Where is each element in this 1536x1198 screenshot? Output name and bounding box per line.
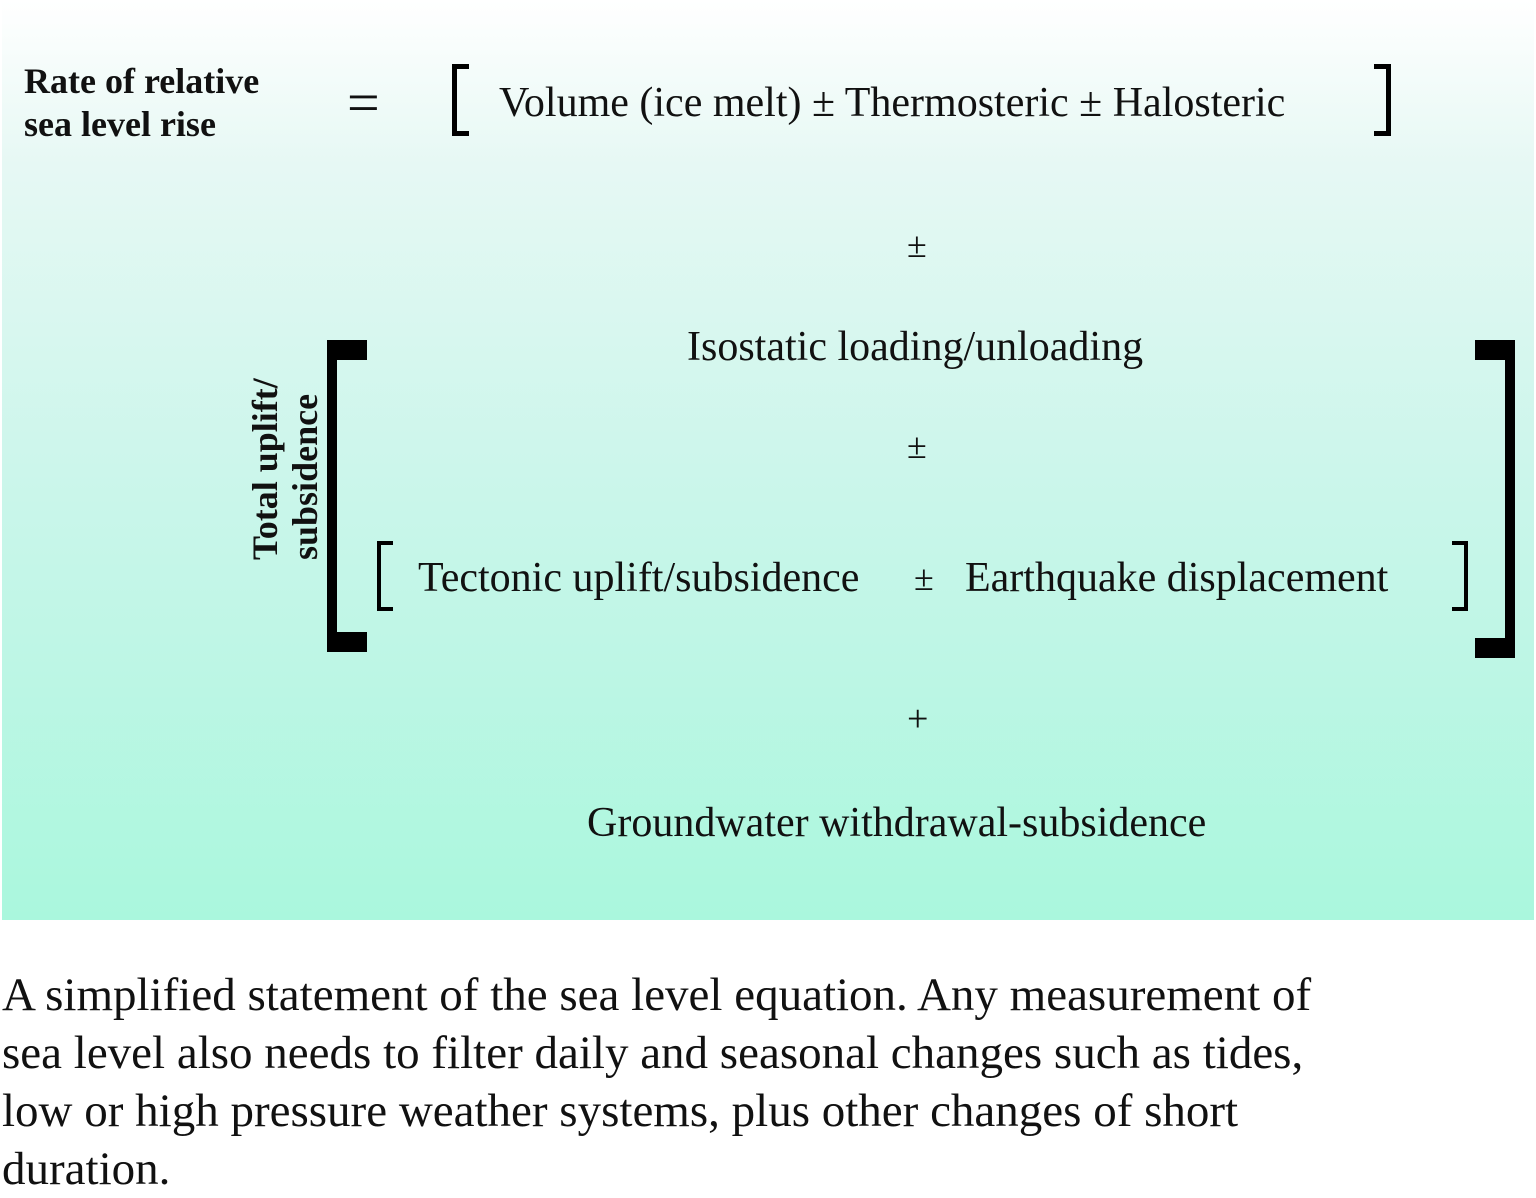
caption-line4: duration. [2,1143,171,1195]
bracket-open-tectonic [377,541,393,611]
side-label-line2: subsidence [284,393,325,560]
plus-minus-operator-3: ± [914,558,934,598]
plus-minus-operator-2: ± [907,426,927,466]
isostatic-term: Isostatic loading/unloading [687,324,1144,370]
figure-caption [2,966,1532,1198]
bracket-open-volume [452,64,469,136]
caption-line1: A simplified statement of the sea level equation. Any measurement of [2,969,1312,1021]
equation-panel [2,0,1534,920]
bracket-close-tectonic [1452,541,1468,611]
earthquake-term: Earthquake displacement [965,555,1389,601]
total-uplift-subsidence-label [246,378,325,560]
equals-sign: = [347,70,380,135]
volume-term: Volume (ice melt) ± Thermosteric ± Halosteric [499,80,1286,126]
caption-line2: sea level also needs to filter daily and seasonal changes such as tides, [2,1027,1304,1079]
groundwater-term: Groundwater withdrawal-subsidence [587,800,1207,846]
lhs-label-line1: Rate of relative [24,61,260,101]
tectonic-term: Tectonic uplift/subsidence [418,555,860,601]
bracket-close-uplift [1475,340,1515,658]
bracket-open-uplift [327,340,367,652]
caption-line3: low or high pressure weather systems, plus other changes of short [2,1085,1239,1137]
side-label-line1: Total uplift/ [245,378,285,560]
plus-minus-operator-1: ± [907,225,927,265]
plus-operator: + [907,698,929,740]
lhs-label-line2: sea level rise [24,104,216,144]
bracket-close-volume [1374,64,1391,136]
